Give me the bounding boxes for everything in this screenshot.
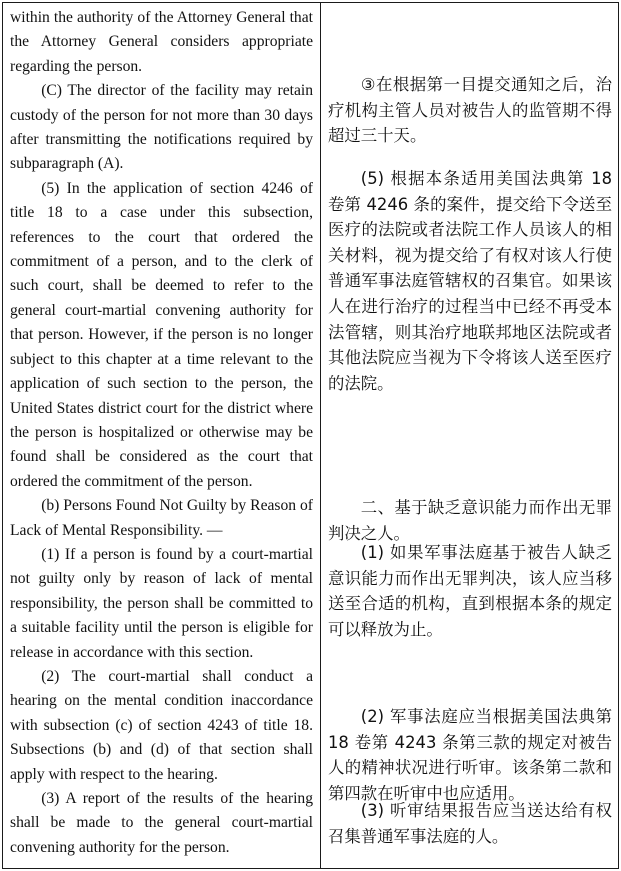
zh-block-b2 <box>328 704 612 806</box>
en-paragraph-c: (C) The director of the facility may retain custody of the person for not more than 30 days after transmitting the notifications required by subparagraph (A). <box>10 82 313 173</box>
zh-paragraph-b3: (3) 听审结果报告应当送达给有权召集普通军事法庭的人。 <box>328 801 612 846</box>
zh-paragraph-b1: (1) 如果军事法庭基于被告人缺乏意识能力而作出无罪判决，该人应当移送至合适的机构，直到根据本条的规定可以释放为止。 <box>328 543 612 639</box>
zh-block-b3 <box>328 798 612 849</box>
column-divider <box>320 2 321 869</box>
en-paragraph-b-heading: (b) Persons Found Not Guilty by Reason of Lack of Mental Responsibility. — <box>10 497 313 539</box>
zh-paragraph-b2: (2) 军事法庭应当根据美国法典第 18 卷第 4243 条第三款的规定对被告人的精神状况进行听审。该条第二款和第四款在听审中也应适用。 <box>328 707 612 803</box>
zh-paragraph-c: ③在根据第一目提交通知之后，治疗机构主管人员对被告人的监管期不得超过三十天。 <box>328 75 612 146</box>
zh-block-b1 <box>328 540 612 642</box>
zh-block-5 <box>328 166 612 396</box>
zh-block-b-heading <box>328 495 612 546</box>
english-column <box>10 6 313 860</box>
en-paragraph-5: (5) In the application of section 4246 of title 18 to a case under this subsection, references to the court that ordered the commitment of a person, and to the clerk of such court, shall be deemed to refer to the general court-martial convening authority for that person. However, if the person is no longer subject to this chapter at a time relevant to the application of such section to the person, the United States district court for the district where the person is hospitalized or otherwise may be found shall be considered as the court that ordered the commitment of the person. <box>10 179 313 490</box>
zh-paragraph-5: (5) 根据本条适用美国法典第 18 卷第 4246 条的案件，提交给下令送至医疗的法院或者法院工作人员该人的相关材料，视为提交给了有权对该人行使普通军事法庭管辖权的召集官。如果该人在进行治疗的过程当中已经不再受本法管辖，则其治疗地联邦地区法院或者其他法院应当视为下令将该人送至医疗的法院。 <box>328 169 612 393</box>
en-paragraph-continuation: within the authority of the Attorney General that the Attorney General considers appropriate regarding the person. <box>10 9 313 75</box>
en-paragraph-b1: (1) If a person is found by a court-martial not guilty only by reason of lack of mental responsibility, the person shall be committed to a suitable facility until the person is eligible for release in accordance with this section. <box>10 545 313 661</box>
en-paragraph-b2: (2) The court-martial shall conduct a hearing on the mental condition inaccordance with subsection (c) of section 4243 of title 18. Subsections (b) and (d) of that section shall apply with respect to the hearing. <box>10 667 313 783</box>
zh-paragraph-b-heading: 二、基于缺乏意识能力而作出无罪判决之人。 <box>328 498 612 543</box>
en-paragraph-b3: (3) A report of the results of the hearing shall be made to the general court-martial convening authority for the person. <box>10 790 313 856</box>
zh-block-c <box>328 72 612 149</box>
